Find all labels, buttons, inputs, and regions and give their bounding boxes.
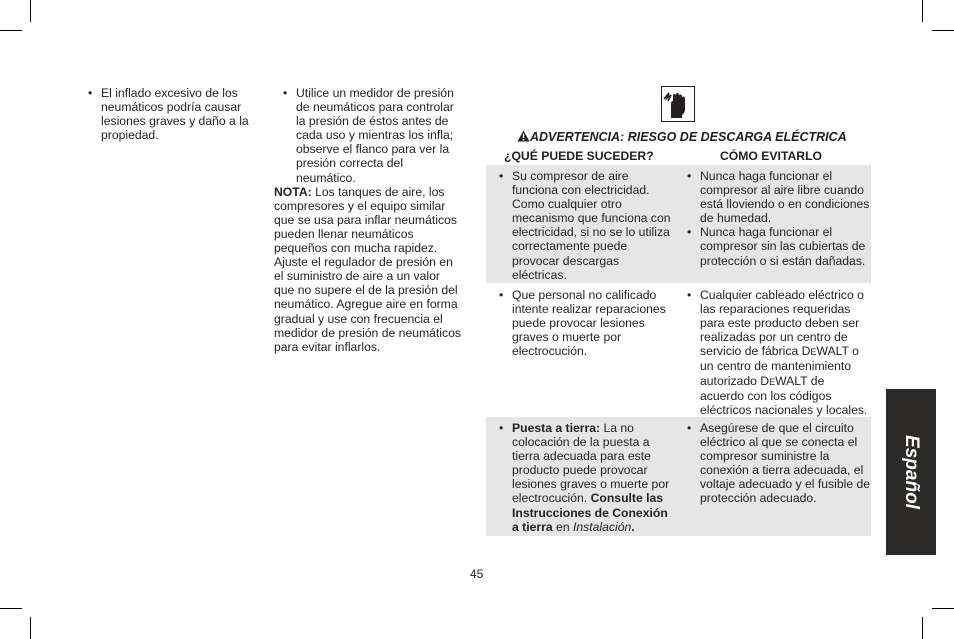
crop-mark bbox=[922, 0, 923, 22]
warning-title: ADVERTENCIA: RIESGO DE DESCARGA ELÉCTRICA bbox=[517, 130, 847, 144]
note-text: Los tanques de aire, los compresores y el equipo similar que se usa para inflar neumáticos pueden llenar neumáticos pequeños con mucha rapidez. Ajuste el regulador de presión en el suministro de aire a un valor que no supere el de la presión del neumático. Agregue aire en forma gradual y use con frecuencia el medidor de presión de neumáticos para evitar inflarlos. bbox=[274, 184, 461, 354]
electric-shock-icon bbox=[661, 86, 695, 122]
language-tab bbox=[886, 389, 936, 555]
column-header-how: CÓMO EVITARLO bbox=[720, 149, 823, 163]
language-tab-label: Español bbox=[901, 435, 922, 509]
table-row bbox=[486, 417, 871, 536]
column-2 bbox=[274, 86, 462, 354]
bullet-item: • Utilice un medidor de presión de neumáticos para controlar la presión de éstos antes de cada uso y mientras los infla; observe el flanco para ver la presión correcta del neumático. bbox=[274, 86, 462, 185]
bullet-text: Utilice un medidor de presión de neumáticos para controlar la presión de éstos antes de cada uso y mientras los infla; observe el flanco para ver la presión correcta del neumático. bbox=[296, 86, 454, 185]
how-cell: • Nunca haga funcionar el compresor al aire libre cuando está lloviendo o en condiciones de humedad. • Nunca haga funcionar el compresor sin las cubiertas de protección o si están dañadas. bbox=[687, 169, 870, 268]
what-cell: • Puesta a tierra: La no colocación de la puesta a tierra adecuada para este producto puede provocar lesiones graves o muerte por electrocución. Consulte las Instrucciones de Conexión a tierra en Instalación. bbox=[499, 421, 670, 534]
column-header-what: ¿QUÉ PUEDE SUCEDER? bbox=[504, 149, 654, 163]
how-cell: • Asegúrese de que el circuito eléctrico al que se conecta el compresor suministre la conexión a tierra adecuada, el voltaje adecuado y el fusible de protección adecuado. bbox=[687, 421, 871, 506]
crop-mark bbox=[0, 608, 22, 609]
crop-mark bbox=[932, 608, 954, 609]
column-1 bbox=[88, 86, 253, 142]
bullet-text: El inflado excesivo de los neumáticos podría causar lesiones graves y daño a la propiedad. bbox=[101, 86, 249, 143]
crop-mark bbox=[0, 30, 22, 31]
page-number: 45 bbox=[470, 567, 484, 581]
crop-mark bbox=[932, 30, 954, 31]
what-cell: • Que personal no calificado intente realizar reparaciones puede provocar lesiones graves o muerte por electrocución. bbox=[499, 288, 666, 359]
crop-mark bbox=[922, 617, 923, 639]
crop-mark bbox=[30, 0, 31, 22]
note-paragraph bbox=[274, 185, 462, 354]
warning-triangle-icon bbox=[517, 130, 530, 142]
crop-mark bbox=[30, 617, 31, 639]
table-row bbox=[486, 165, 871, 283]
note-label: NOTA: bbox=[274, 184, 312, 199]
how-cell: • Cualquier cableado eléctrico o las reparaciones requeridas para este producto deben ser realizadas por un centro de servicio de fábrica DEWALT o un centro de mantenimiento autorizado DEWALT de acuerdo con los códigos eléctricos nacionales y locales. bbox=[687, 288, 868, 417]
table-row bbox=[486, 284, 871, 416]
bullet-item: • El inflado excesivo de los neumáticos podría causar lesiones graves y daño a la propiedad. bbox=[88, 86, 253, 142]
what-cell: • Su compresor de aire funciona con electricidad. Como cualquier otro mecanismo que funciona con electricidad, si no se lo utiliza correctamente puede provocar descargas eléctricas. bbox=[499, 169, 671, 282]
